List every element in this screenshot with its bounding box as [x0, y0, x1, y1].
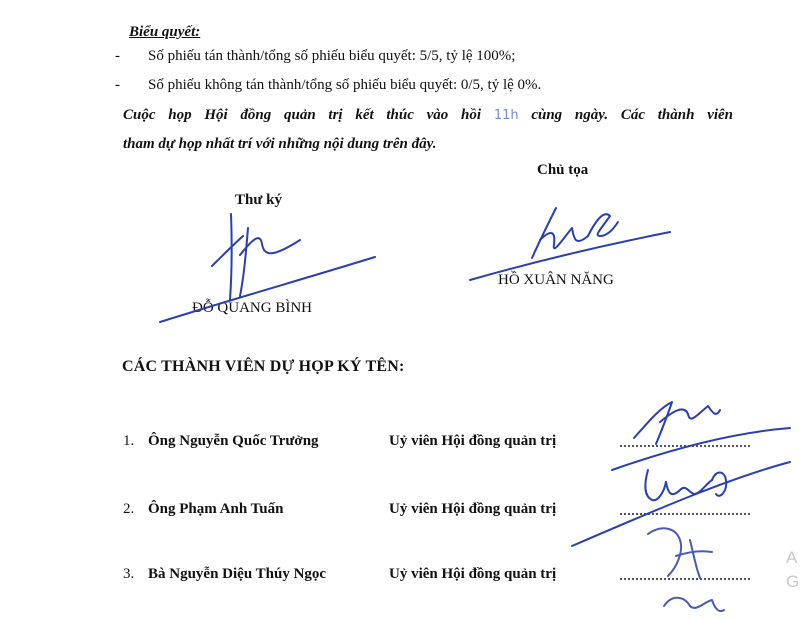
secretary-name: ĐỖ QUANG BÌNH	[192, 300, 312, 316]
member-position: Uỷ viên Hội đồng quản trị	[389, 501, 557, 517]
chair-name: HỒ XUÂN NĂNG	[498, 272, 614, 288]
background-letter: G	[786, 572, 800, 591]
bullet-dash: -	[115, 77, 120, 93]
closing-text-before: Cuộc họp Hội đồng quản trị kết thúc vào hồi	[123, 107, 482, 123]
handwritten-time: 11h	[493, 108, 519, 123]
member-name: Ông Nguyễn Quốc Trưởng	[148, 433, 319, 449]
member-1-signature	[612, 402, 790, 470]
member-number: 1.	[123, 433, 135, 449]
member-3-signature	[648, 528, 724, 611]
chair-signature	[470, 208, 670, 280]
secretary-role: Thư ký	[235, 192, 282, 208]
vote-heading: Biểu quyết:	[129, 24, 201, 40]
closing-text-line2: tham dự họp nhất trí với những nội dung trên đây.	[123, 136, 437, 152]
members-heading: CÁC THÀNH VIÊN DỰ HỌP KÝ TÊN:	[122, 358, 405, 375]
member-name: Bà Nguyễn Diệu Thúy Ngọc	[148, 566, 327, 582]
member-name: Ông Phạm Anh Tuấn	[148, 501, 284, 517]
chair-role: Chủ tọa	[537, 162, 589, 178]
member-position: Uỷ viên Hội đồng quản trị	[389, 433, 557, 449]
background-letter: A	[786, 548, 798, 567]
bullet-dash: -	[115, 48, 120, 64]
secretary-signature	[160, 214, 375, 322]
vote-item-text: Số phiếu tán thành/tổng số phiếu biểu quyết: 5/5, tỷ lệ 100%;	[148, 48, 516, 64]
closing-text-after: cùng ngày. Các thành viên	[531, 107, 734, 123]
vote-item-text: Số phiếu không tán thành/tổng số phiếu biểu quyết: 0/5, tỷ lệ 0%.	[148, 77, 542, 93]
member-position: Uỷ viên Hội đồng quản trị	[389, 566, 557, 582]
member-number: 3.	[123, 566, 135, 582]
member-2-signature	[572, 462, 790, 546]
member-number: 2.	[123, 501, 135, 517]
